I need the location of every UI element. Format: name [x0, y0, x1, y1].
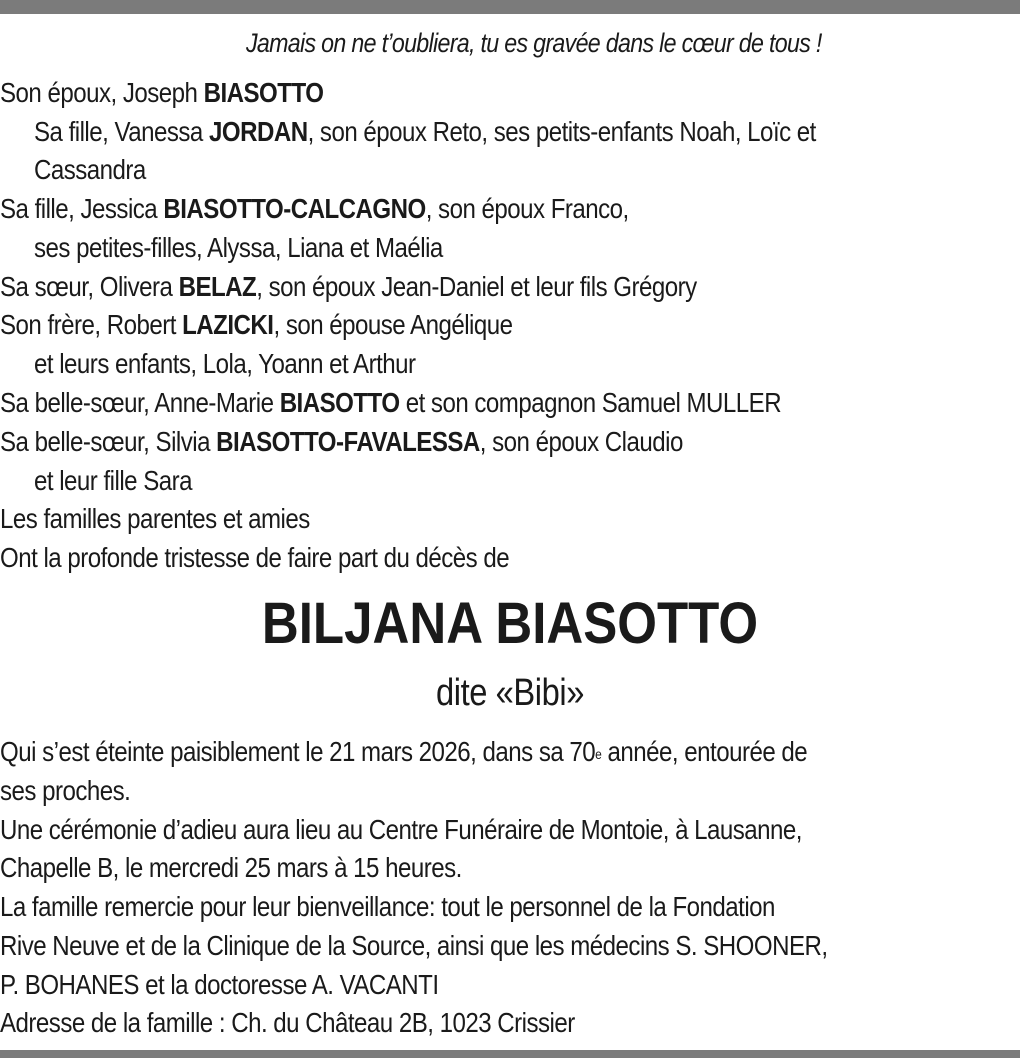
family-line-daughter-vanessa: Sa fille, Vanessa JORDAN, son époux Reto, ses petits-enfants Noah, Loïc et — [34, 116, 816, 147]
detail-line-ceremony: Une cérémonie d’adieu aura lieu au Centre Funéraire de Montoie, à Lausanne, — [0, 814, 802, 845]
deceased-nickname: dite «Bibi» — [436, 672, 584, 714]
motto-line: Jamais on ne t’oubliera, tu es gravée dans le cœur de tous ! — [246, 28, 822, 58]
family-line-silvia-daughter: et leur fille Sara — [34, 465, 193, 496]
detail-line-address: Adresse de la famille : Ch. du Château 2B, 1023 Crissier — [0, 1007, 575, 1038]
family-line-brother: Son frère, Robert LAZICKI, son épouse Angélique — [0, 309, 513, 340]
family-line-sister-in-law-silvia: Sa belle-sœur, Silvia BIASOTTO-FAVALESSA, son époux Claudio — [0, 426, 683, 457]
detail-line-thanks-end: P. BOHANES et la doctoresse A. VACANTI — [0, 969, 439, 1000]
announcement-intro: Ont la profonde tristesse de faire part du décès de — [0, 542, 510, 573]
detail-line-thanks: La famille remercie pour leur bienveillance: tout le personnel de la Fondation — [0, 891, 775, 922]
family-line-continuation: Cassandra — [34, 154, 146, 185]
family-line-sister: Sa sœur, Olivera BELAZ, son époux Jean-Daniel et leur fils Grégory — [0, 271, 697, 302]
detail-line-thanks-cont: Rive Neuve et de la Clinique de la Source, ainsi que les médecins S. SHOONER, — [0, 930, 828, 961]
detail-line-ceremony-time: Chapelle B, le mercredi 25 mars à 15 heures. — [0, 852, 462, 883]
family-line-brother-children: et leurs enfants, Lola, Yoann et Arthur — [34, 348, 416, 379]
family-line-daughter-jessica: Sa fille, Jessica BIASOTTO-CALCAGNO, son époux Franco, — [0, 193, 629, 224]
family-line-sister-in-law-anne-marie: Sa belle-sœur, Anne-Marie BIASOTTO et son compagnon Samuel MULLER — [0, 387, 782, 418]
family-line-spouse: Son époux, Joseph BIASOTTO — [0, 77, 324, 108]
detail-line-passing-cont: ses proches. — [0, 775, 131, 806]
deceased-name: BILJANA BIASOTTO — [261, 591, 759, 656]
top-border-bar — [0, 0, 1020, 14]
family-line-relatives: Les familles parentes et amies — [0, 503, 310, 534]
detail-line-passing: Qui s’est éteinte paisiblement le 21 mars 2026, dans sa 70e année, entourée de — [0, 736, 808, 767]
bottom-border-bar — [0, 1050, 1020, 1058]
family-line-granddaughters: ses petites-filles, Alyssa, Liana et Maélia — [34, 232, 443, 263]
